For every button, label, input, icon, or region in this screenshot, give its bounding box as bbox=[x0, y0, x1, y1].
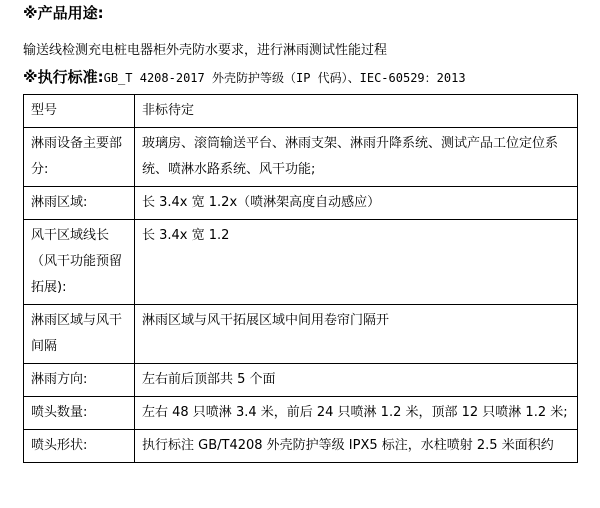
table-row bbox=[24, 220, 578, 305]
table-row bbox=[24, 397, 578, 430]
table-row bbox=[24, 364, 578, 397]
spec-key: 淋雨区域与风干间隔 bbox=[24, 305, 135, 364]
spec-table bbox=[23, 94, 578, 463]
table-row bbox=[24, 187, 578, 220]
spec-key: 喷头形状: bbox=[24, 430, 135, 463]
spec-value: 非标待定 bbox=[135, 95, 578, 128]
spec-value: 执行标注 GB/T4208 外壳防护等级 IPX5 标注，水柱喷射 2.5 米面积约 bbox=[135, 430, 578, 463]
purpose-text: 输送线检测充电桩电器柜外壳防水要求，进行淋雨测试性能过程 bbox=[23, 43, 388, 58]
spec-value: 左右前后顶部共 5 个面 bbox=[135, 364, 578, 397]
table-row bbox=[24, 95, 578, 128]
table-row bbox=[24, 128, 578, 187]
spec-value: 淋雨区域与风干拓展区域中间用卷帘门隔开 bbox=[135, 305, 578, 364]
table-row bbox=[24, 305, 578, 364]
section-title-purpose: ※产品用途: bbox=[23, 4, 104, 22]
spec-value: 玻璃房、滚筒输送平台、淋雨支架、淋雨升降系统、测试产品工位定位系统、喷淋水路系统、风干功能; bbox=[135, 128, 578, 187]
standard-text: GB_T 4208-2017 外壳防护等级（IP 代码）、IEC-60529：2013 bbox=[103, 71, 466, 85]
spec-value: 长 3.4x 宽 1.2x（喷淋架高度自动感应） bbox=[135, 187, 578, 220]
spec-value: 左右 48 只喷淋 3.4 米，前后 24 只喷淋 1.2 米，顶部 12 只喷淋 1.2 米; bbox=[135, 397, 578, 430]
spec-value: 长 3.4x 宽 1.2 bbox=[135, 220, 578, 305]
table-row bbox=[24, 430, 578, 463]
spec-key: 淋雨设备主要部分: bbox=[24, 128, 135, 187]
spec-key: 型号 bbox=[24, 95, 135, 128]
spec-key: 风干区域线长（风干功能预留拓展): bbox=[24, 220, 135, 305]
spec-key: 淋雨区域: bbox=[24, 187, 135, 220]
spec-key: 喷头数量: bbox=[24, 397, 135, 430]
standard-label: ※执行标准: bbox=[23, 68, 104, 86]
spec-key: 淋雨方向: bbox=[24, 364, 135, 397]
section-title-standard bbox=[23, 66, 466, 87]
